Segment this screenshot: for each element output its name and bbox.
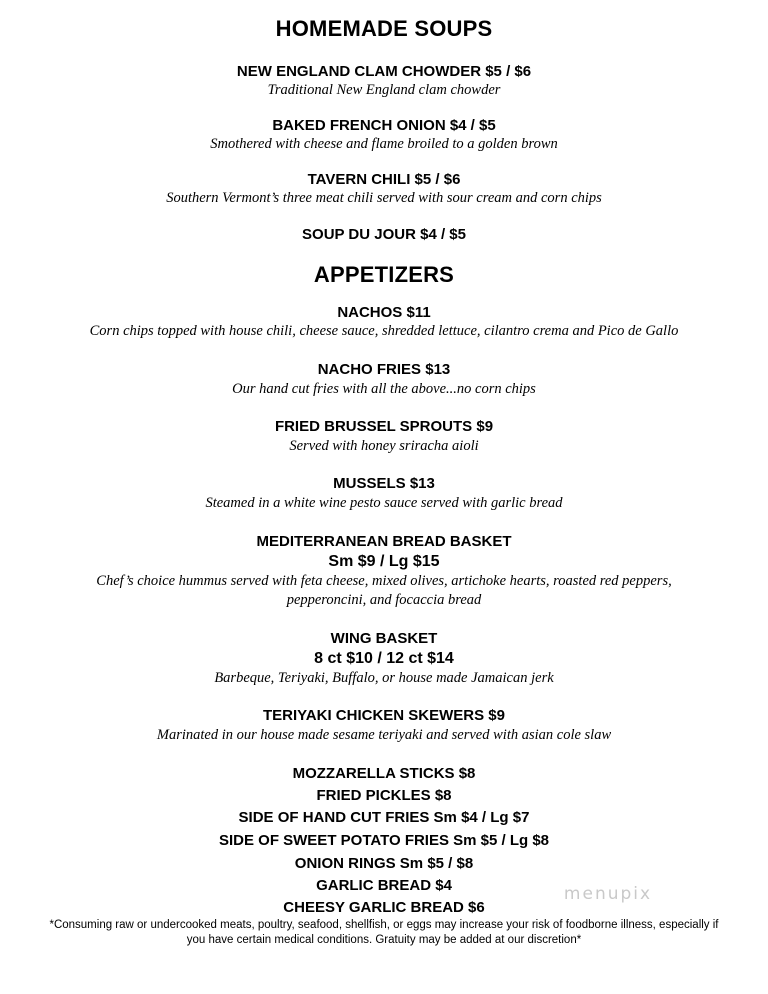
side-item: ONION RINGS Sm $5 / $8 — [294, 855, 474, 872]
menu-item-name: SOUP DU JOUR $4 / $5 — [302, 226, 466, 243]
menu-item-name: MEDITERRANEAN BREAD BASKET — [256, 533, 512, 550]
menu-item-price: 8 ct $10 / 12 ct $14 — [314, 650, 454, 667]
menu-item-description: Our hand cut fries with all the above...no corn chips — [232, 381, 536, 397]
menu-item-name: WING BASKET — [330, 630, 438, 647]
side-item: SIDE OF SWEET POTATO FRIES Sm $5 / Lg $8 — [218, 832, 550, 849]
menu-item-name: NACHO FRIES $13 — [317, 361, 451, 378]
menu-item-description: Traditional New England clam chowder — [267, 82, 501, 98]
menu-item-description: Southern Vermont’s three meat chili served with sour cream and corn chips — [166, 190, 602, 206]
menu-item-description: Corn chips topped with house chili, cheese sauce, shredded lettuce, cilantro crema and Pico de Gallo — [89, 323, 679, 339]
menu-item-name: TERIYAKI CHICKEN SKEWERS $9 — [263, 707, 505, 724]
health-disclaimer — [20, 918, 748, 948]
menu-item-description: Served with honey sriracha aioli — [289, 438, 479, 454]
menu-item-name: FRIED BRUSSEL SPROUTS $9 — [274, 418, 494, 435]
menu-item-name: BAKED FRENCH ONION $4 / $5 — [272, 117, 496, 134]
menu-item-description: Chef’s choice hummus served with feta cheese, mixed olives, artichoke hearts, roasted red peppers, — [96, 573, 672, 589]
disclaimer-line: you have certain medical conditions. Gratuity may be added at our discretion* — [186, 934, 582, 946]
menu-item-price: Sm $9 / Lg $15 — [328, 553, 440, 570]
side-item: CHEESY GARLIC BREAD $6 — [283, 899, 485, 916]
side-item: FRIED PICKLES $8 — [316, 787, 452, 804]
menupix-watermark — [528, 876, 688, 920]
menu-item-name: MUSSELS $13 — [333, 475, 435, 492]
menu-item-name: TAVERN CHILI $5 / $6 — [307, 171, 461, 188]
menu-item-description: pepperoncini, and focaccia bread — [286, 592, 482, 608]
side-item: GARLIC BREAD $4 — [316, 877, 452, 894]
disclaimer-line: *Consuming raw or undercooked meats, poultry, seafood, shellfish, or eggs may increase your risk of foodborne illness, especially if — [49, 919, 719, 931]
menu-item-name: NEW ENGLAND CLAM CHOWDER $5 / $6 — [236, 63, 532, 80]
menu-item-name: NACHOS $11 — [337, 304, 431, 321]
menu-item-description: Barbeque, Teriyaki, Buffalo, or house made Jamaican jerk — [214, 670, 554, 686]
side-item: SIDE OF HAND CUT FRIES Sm $4 / Lg $7 — [238, 809, 530, 826]
soups-heading: HOMEMADE SOUPS — [275, 16, 493, 41]
menu-item-description: Smothered with cheese and flame broiled to a golden brown — [210, 136, 558, 152]
watermark-logo: menupix — [563, 884, 653, 904]
appetizers-heading: APPETIZERS — [313, 262, 455, 287]
side-item: MOZZARELLA STICKS $8 — [292, 765, 476, 782]
menu-item-description: Marinated in our house made sesame teriyaki and served with asian cole slaw — [156, 727, 612, 743]
menu-item-description: Steamed in a white wine pesto sauce served with garlic bread — [205, 495, 563, 511]
